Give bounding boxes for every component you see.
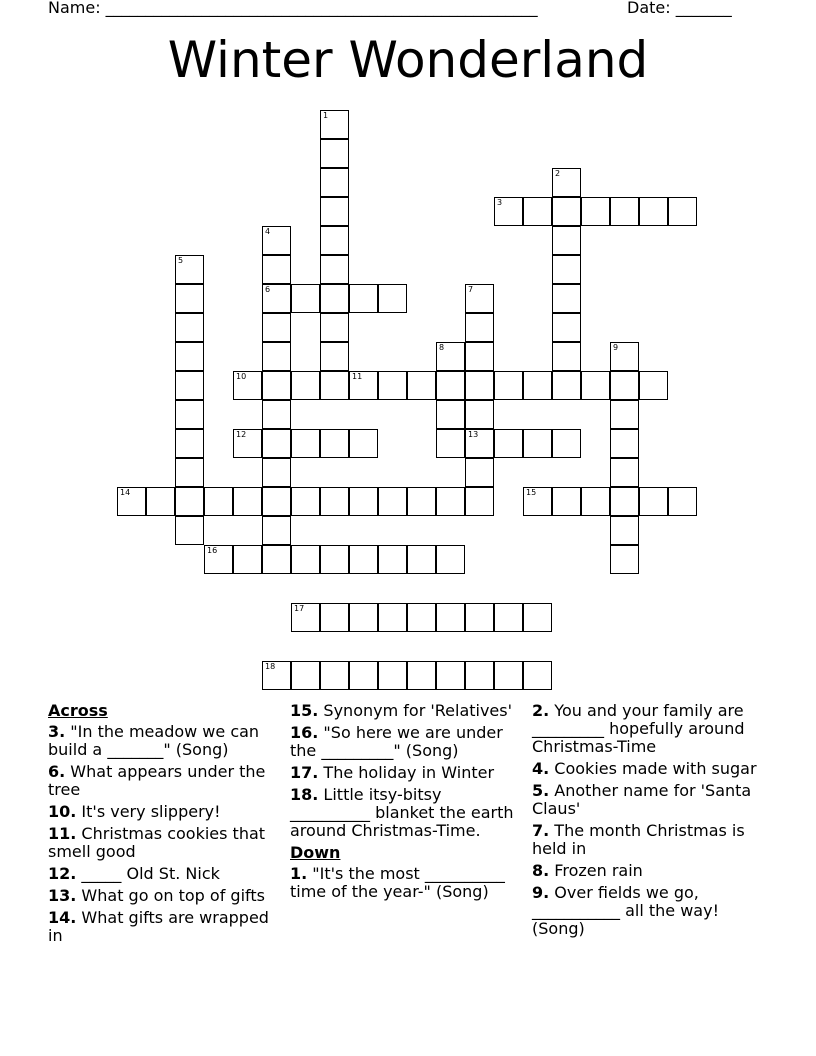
clue-number: 10. — [48, 802, 77, 821]
grid-cell[interactable] — [349, 429, 378, 458]
across-clue — [290, 764, 522, 782]
grid-cell[interactable] — [320, 110, 349, 139]
clue-text: Little itsy-bitsy __________ blanket the earth around Christmas-Time. — [290, 785, 514, 840]
clue-number: 7. — [532, 821, 550, 840]
date-field: Date: _______ — [627, 0, 732, 17]
grid-cell[interactable] — [494, 371, 523, 400]
grid-cell[interactable] — [175, 516, 204, 545]
grid-cell[interactable] — [552, 284, 581, 313]
grid-cell[interactable] — [378, 661, 407, 690]
grid-cell[interactable] — [291, 487, 320, 516]
cell-number: 7 — [468, 285, 474, 294]
clue-text: "So here we are under the _________" (Song) — [290, 723, 503, 760]
cell-number: 11 — [352, 372, 363, 381]
grid-cell[interactable] — [494, 661, 523, 690]
clue-text: Christmas cookies that smell good — [48, 824, 266, 861]
clue-text: What appears under the tree — [48, 762, 266, 799]
clue-text: Over fields we go, ___________ all the way! (Song) — [532, 883, 719, 938]
grid-cell[interactable] — [581, 487, 610, 516]
cell-number: 3 — [497, 198, 503, 207]
grid-cell[interactable] — [175, 255, 204, 284]
cell-number: 18 — [265, 662, 276, 671]
grid-cell[interactable] — [175, 371, 204, 400]
cell-number: 5 — [178, 256, 184, 265]
grid-cell[interactable] — [175, 313, 204, 342]
grid-cell[interactable] — [407, 487, 436, 516]
grid-cell[interactable] — [494, 603, 523, 632]
across-clue — [48, 763, 280, 799]
clue-text: The holiday in Winter — [318, 763, 495, 782]
grid-cell[interactable] — [639, 371, 668, 400]
clue-number: 14. — [48, 908, 77, 927]
down-clue — [290, 865, 522, 901]
cell-number: 14 — [120, 488, 131, 497]
grid-cell[interactable] — [581, 197, 610, 226]
grid-cell[interactable] — [320, 255, 349, 284]
clue-number: 4. — [532, 759, 550, 778]
grid-cell[interactable] — [552, 342, 581, 371]
clue-number: 1. — [290, 864, 308, 883]
grid-cell[interactable] — [349, 284, 378, 313]
clue-text: Cookies made with sugar — [549, 759, 757, 778]
grid-cell[interactable] — [320, 661, 349, 690]
grid-cell[interactable] — [465, 458, 494, 487]
grid-cell[interactable] — [233, 429, 262, 458]
across-clue — [48, 909, 280, 945]
grid-cell[interactable] — [378, 284, 407, 313]
clue-number: 18. — [290, 785, 319, 804]
grid-cell[interactable] — [610, 371, 639, 400]
clue-number: 5. — [532, 781, 550, 800]
clue-number: 13. — [48, 886, 77, 905]
grid-cell[interactable] — [262, 516, 291, 545]
clue-number: 11. — [48, 824, 77, 843]
grid-cell[interactable] — [349, 487, 378, 516]
down-clue — [532, 862, 768, 880]
grid-cell[interactable] — [320, 226, 349, 255]
grid-cell[interactable] — [436, 342, 465, 371]
grid-cell[interactable] — [523, 487, 552, 516]
grid-cell[interactable] — [378, 545, 407, 574]
grid-cell[interactable] — [552, 197, 581, 226]
grid-cell[interactable] — [465, 661, 494, 690]
grid-cell[interactable] — [610, 545, 639, 574]
grid-cell[interactable] — [610, 197, 639, 226]
grid-cell[interactable] — [436, 545, 465, 574]
grid-cell[interactable] — [610, 400, 639, 429]
grid-cell[interactable] — [668, 487, 697, 516]
across-clue — [290, 724, 522, 760]
grid-cell[interactable] — [465, 603, 494, 632]
grid-cell[interactable] — [378, 603, 407, 632]
clues-column-2 — [290, 702, 522, 905]
grid-cell[interactable] — [291, 661, 320, 690]
grid-cell[interactable] — [523, 603, 552, 632]
grid-cell[interactable] — [436, 371, 465, 400]
clues-column-1 — [48, 702, 280, 949]
clue-number: 16. — [290, 723, 319, 742]
clue-text: You and your family are _________ hopefully around Christmas-Time — [532, 701, 745, 756]
grid-cell[interactable] — [349, 371, 378, 400]
grid-cell[interactable] — [204, 487, 233, 516]
down-heading: Down — [290, 843, 341, 862]
grid-cell[interactable] — [204, 545, 233, 574]
clue-number: 3. — [48, 722, 66, 741]
grid-cell[interactable] — [262, 661, 291, 690]
grid-cell[interactable] — [291, 603, 320, 632]
grid-cell[interactable] — [320, 313, 349, 342]
across-clue — [290, 702, 522, 720]
cell-number: 16 — [207, 546, 218, 555]
grid-cell[interactable] — [349, 545, 378, 574]
clue-number: 8. — [532, 861, 550, 880]
grid-cell[interactable] — [320, 139, 349, 168]
grid-cell[interactable] — [320, 429, 349, 458]
grid-cell[interactable] — [494, 197, 523, 226]
grid-cell[interactable] — [146, 487, 175, 516]
grid-cell[interactable] — [262, 545, 291, 574]
grid-cell[interactable] — [407, 603, 436, 632]
grid-cell[interactable] — [610, 487, 639, 516]
grid-cell[interactable] — [175, 458, 204, 487]
clue-text: "In the meadow we can build a _______" (Song) — [48, 722, 260, 759]
grid-cell[interactable] — [320, 487, 349, 516]
grid-cell[interactable] — [523, 371, 552, 400]
grid-cell[interactable] — [320, 371, 349, 400]
across-clue — [48, 887, 280, 905]
grid-cell[interactable] — [320, 545, 349, 574]
cell-number: 2 — [555, 169, 561, 178]
grid-cell[interactable] — [262, 284, 291, 313]
grid-cell[interactable] — [262, 226, 291, 255]
grid-cell[interactable] — [610, 458, 639, 487]
grid-cell[interactable] — [436, 487, 465, 516]
across-clue — [48, 723, 280, 759]
grid-cell[interactable] — [436, 661, 465, 690]
clue-number: 15. — [290, 701, 319, 720]
clue-text: Synonym for 'Relatives' — [318, 701, 513, 720]
clue-text: It's very slippery! — [76, 802, 221, 821]
grid-cell[interactable] — [523, 429, 552, 458]
grid-cell[interactable] — [552, 313, 581, 342]
grid-cell[interactable] — [349, 603, 378, 632]
grid-cell[interactable] — [262, 342, 291, 371]
grid-cell[interactable] — [320, 603, 349, 632]
grid-cell[interactable] — [262, 255, 291, 284]
grid-cell[interactable] — [639, 197, 668, 226]
clue-text: Another name for 'Santa Claus' — [532, 781, 752, 818]
cell-number: 1 — [323, 111, 329, 120]
clue-number: 17. — [290, 763, 319, 782]
clue-number: 6. — [48, 762, 66, 781]
grid-cell[interactable] — [552, 487, 581, 516]
clue-number: 2. — [532, 701, 550, 720]
grid-cell[interactable] — [320, 342, 349, 371]
grid-cell[interactable] — [465, 487, 494, 516]
down-clue — [532, 760, 768, 778]
grid-cell[interactable] — [581, 371, 610, 400]
grid-cell[interactable] — [291, 545, 320, 574]
grid-cell[interactable] — [552, 255, 581, 284]
down-clue — [532, 884, 768, 938]
grid-cell[interactable] — [436, 603, 465, 632]
grid-cell[interactable] — [117, 487, 146, 516]
grid-cell[interactable] — [175, 342, 204, 371]
grid-cell[interactable] — [465, 400, 494, 429]
grid-cell[interactable] — [320, 284, 349, 313]
grid-cell[interactable] — [407, 661, 436, 690]
down-clue — [532, 702, 768, 756]
cell-number: 17 — [294, 604, 305, 613]
clue-text: "It's the most __________ time of the year-" (Song) — [290, 864, 505, 901]
grid-cell[interactable] — [233, 371, 262, 400]
clue-number: 9. — [532, 883, 550, 902]
grid-cell[interactable] — [523, 197, 552, 226]
across-clue — [48, 865, 280, 883]
grid-cell[interactable] — [610, 516, 639, 545]
down-clue — [532, 782, 768, 818]
grid-cell[interactable] — [291, 284, 320, 313]
grid-cell[interactable] — [436, 400, 465, 429]
grid-cell[interactable] — [668, 197, 697, 226]
grid-cell[interactable] — [407, 371, 436, 400]
grid-cell[interactable] — [378, 371, 407, 400]
grid-cell[interactable] — [262, 458, 291, 487]
grid-cell[interactable] — [436, 429, 465, 458]
grid-cell[interactable] — [552, 429, 581, 458]
grid-cell[interactable] — [291, 429, 320, 458]
clue-text: The month Christmas is held in — [532, 821, 745, 858]
grid-cell[interactable] — [175, 284, 204, 313]
grid-cell[interactable] — [320, 168, 349, 197]
grid-cell[interactable] — [552, 168, 581, 197]
grid-cell[interactable] — [465, 284, 494, 313]
across-clue — [48, 825, 280, 861]
cell-number: 4 — [265, 227, 271, 236]
grid-cell[interactable] — [610, 429, 639, 458]
grid-cell[interactable] — [320, 197, 349, 226]
cell-number: 8 — [439, 343, 445, 352]
grid-cell[interactable] — [639, 487, 668, 516]
clues-column-3 — [532, 702, 768, 942]
grid-cell[interactable] — [262, 429, 291, 458]
across-heading: Across — [48, 701, 108, 720]
grid-cell[interactable] — [262, 400, 291, 429]
across-clue — [48, 803, 280, 821]
cell-number: 12 — [236, 430, 247, 439]
grid-cell[interactable] — [407, 545, 436, 574]
grid-cell[interactable] — [552, 371, 581, 400]
clue-number: 12. — [48, 864, 77, 883]
grid-cell[interactable] — [349, 661, 378, 690]
grid-cell[interactable] — [465, 429, 494, 458]
grid-cell[interactable] — [465, 313, 494, 342]
page-title: Winter Wonderland — [167, 31, 649, 89]
cell-number: 13 — [468, 430, 479, 439]
clue-text: What go on top of gifts — [76, 886, 265, 905]
grid-cell[interactable] — [378, 487, 407, 516]
grid-cell[interactable] — [262, 313, 291, 342]
grid-cell[interactable] — [291, 371, 320, 400]
grid-cell[interactable] — [465, 371, 494, 400]
down-clue — [532, 822, 768, 858]
grid-cell[interactable] — [175, 400, 204, 429]
clue-text: What gifts are wrapped in — [48, 908, 269, 945]
clue-text: _____ Old St. Nick — [76, 864, 220, 883]
cell-number: 10 — [236, 372, 247, 381]
grid-cell[interactable] — [175, 429, 204, 458]
grid-cell[interactable] — [262, 487, 291, 516]
name-field: Name: ______________________________________________________ — [48, 0, 538, 17]
across-clue — [290, 786, 522, 840]
clue-text: Frozen rain — [549, 861, 643, 880]
grid-cell[interactable] — [494, 429, 523, 458]
cell-number: 15 — [526, 488, 537, 497]
cell-number: 6 — [265, 285, 271, 294]
grid-cell[interactable] — [175, 487, 204, 516]
grid-cell[interactable] — [523, 661, 552, 690]
grid-cell[interactable] — [610, 342, 639, 371]
grid-cell[interactable] — [233, 545, 262, 574]
grid-cell[interactable] — [233, 487, 262, 516]
grid-cell[interactable] — [262, 371, 291, 400]
grid-cell[interactable] — [552, 226, 581, 255]
cell-number: 9 — [613, 343, 619, 352]
grid-cell[interactable] — [465, 342, 494, 371]
